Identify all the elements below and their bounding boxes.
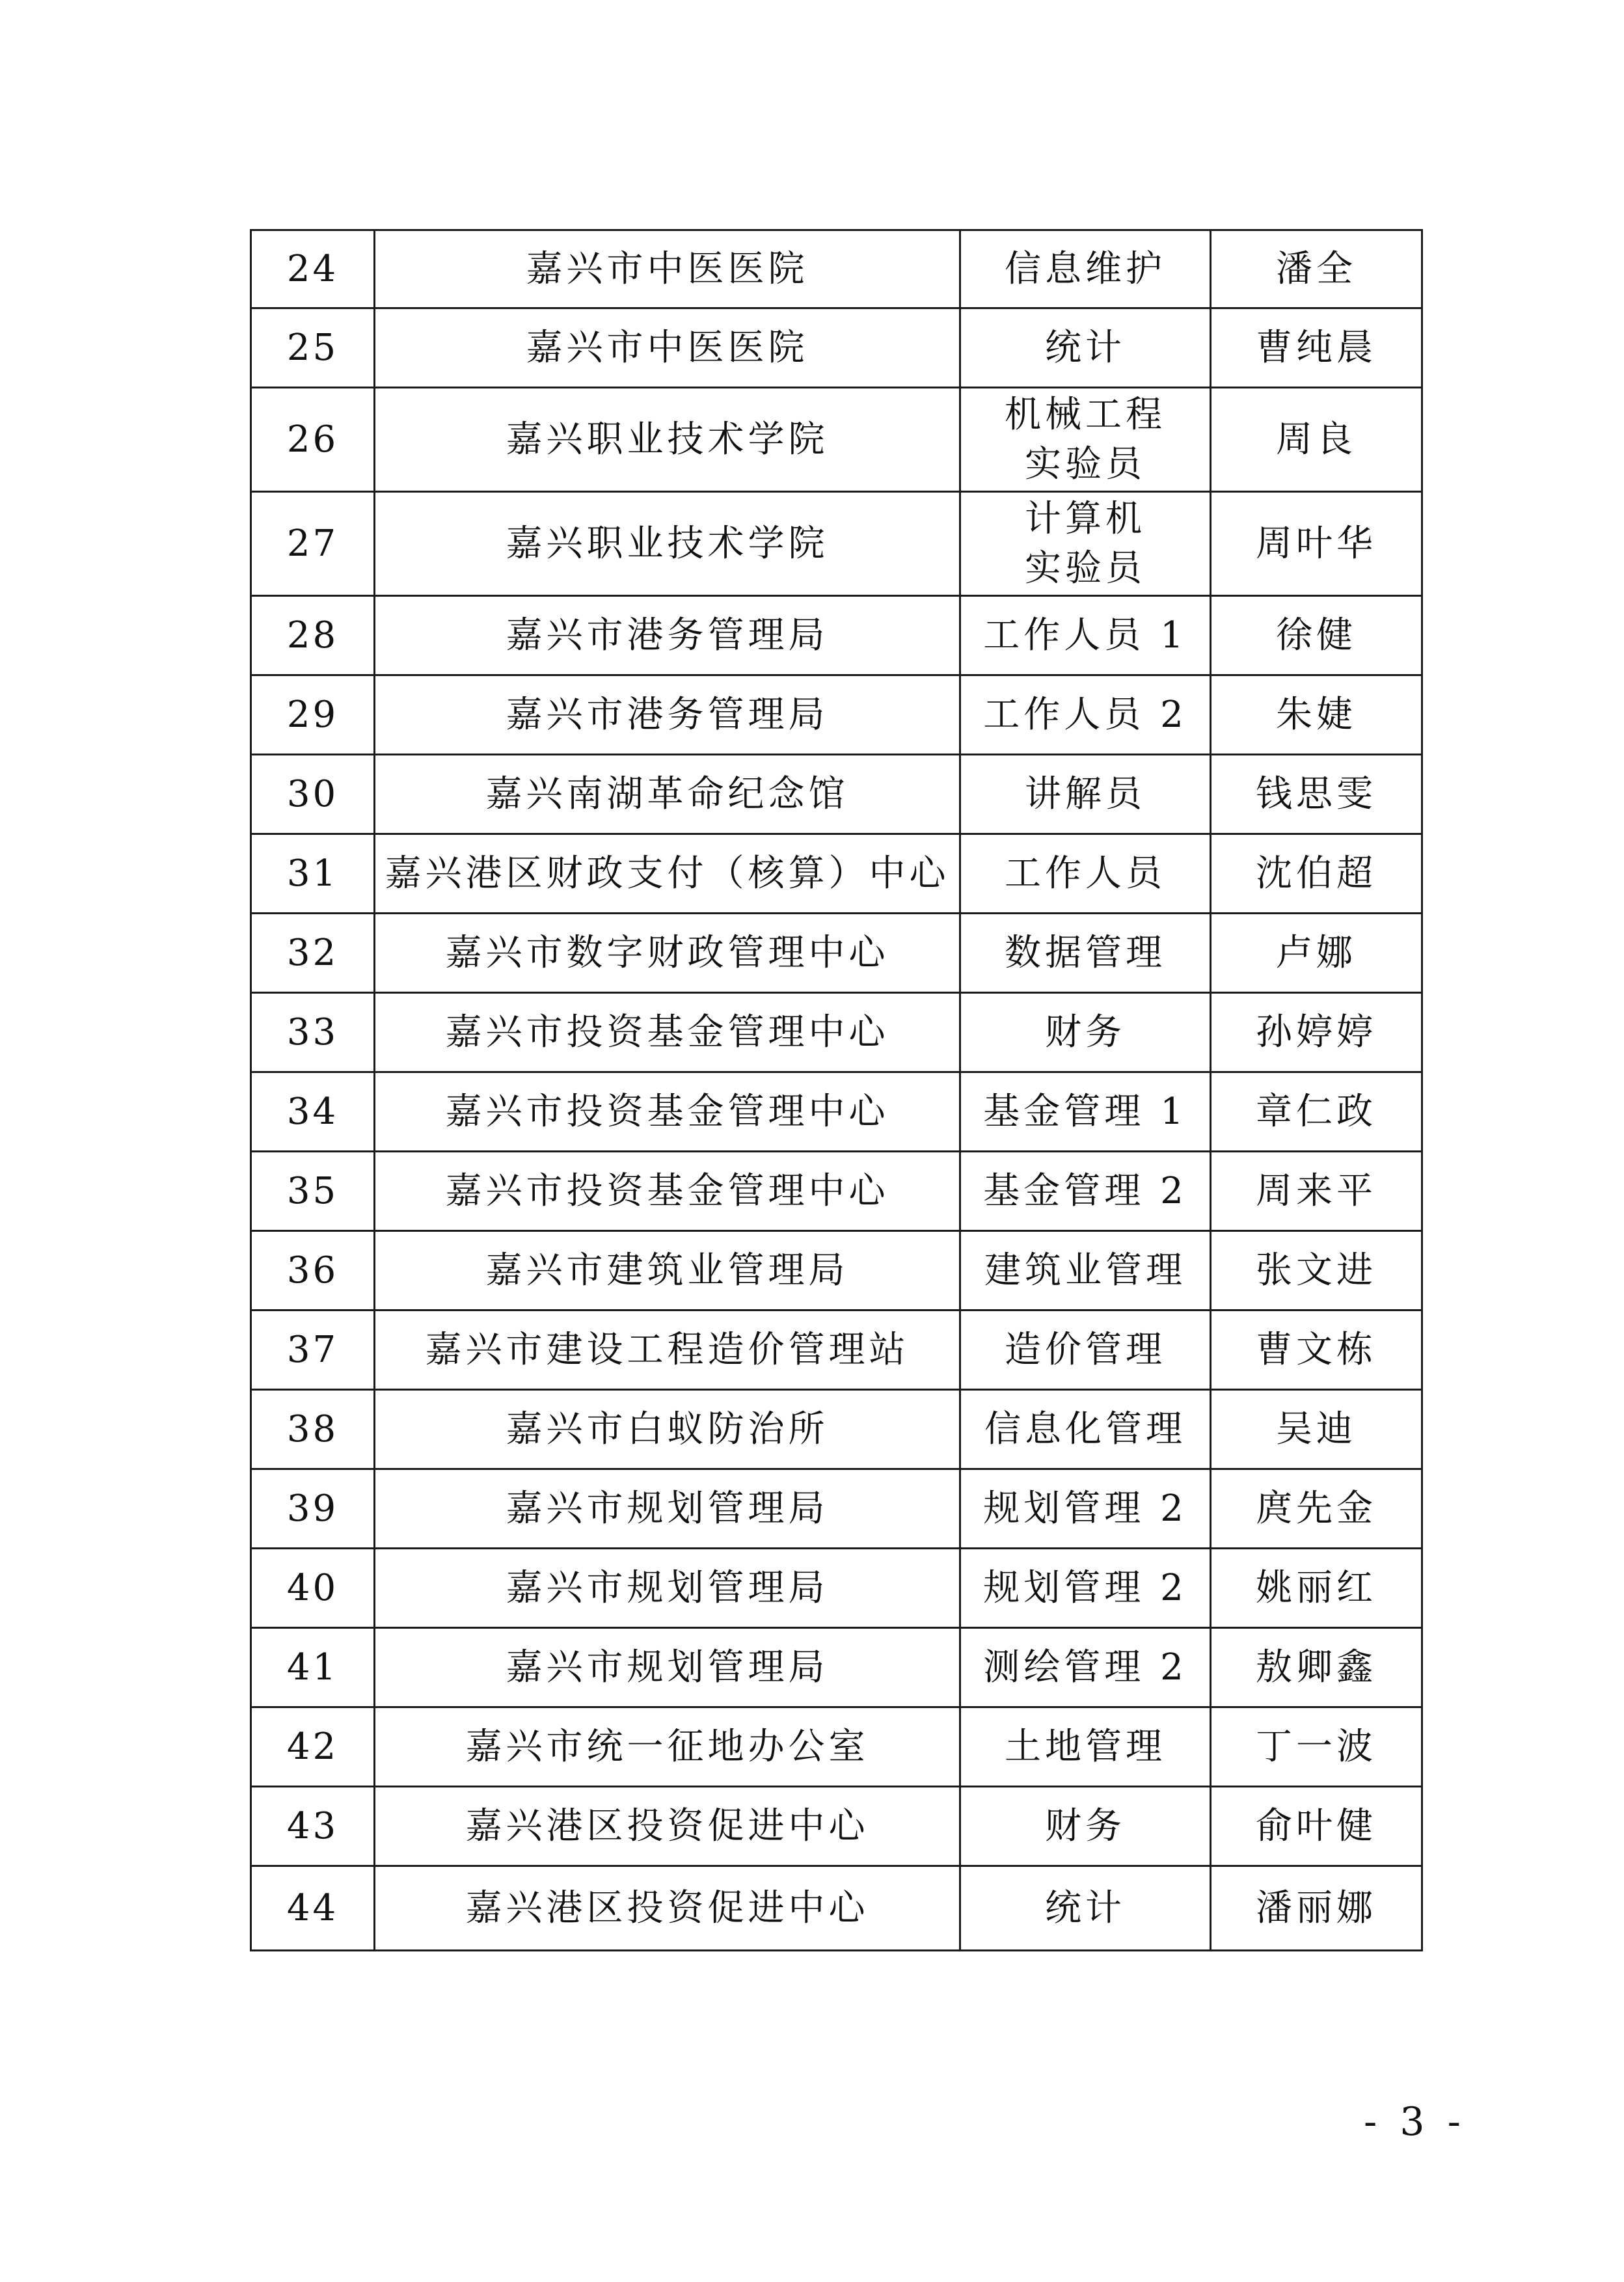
unit-cell: 嘉兴港区投资促进中心	[375, 1787, 960, 1866]
row-number-cell: 33	[251, 993, 375, 1072]
position-cell: 基金管理 1	[960, 1072, 1211, 1152]
position-cell: 统计	[960, 1866, 1211, 1951]
table-row	[251, 834, 1422, 914]
personnel-table	[250, 229, 1423, 1951]
table-row	[251, 1152, 1422, 1231]
name-cell: 周叶华	[1211, 492, 1422, 596]
row-number-cell: 34	[251, 1072, 375, 1152]
unit-cell: 嘉兴市中医医院	[375, 230, 960, 308]
table-row	[251, 1707, 1422, 1787]
unit-cell: 嘉兴市规划管理局	[375, 1549, 960, 1628]
unit-cell: 嘉兴市建筑业管理局	[375, 1231, 960, 1311]
name-cell: 周来平	[1211, 1152, 1422, 1231]
unit-cell: 嘉兴市港务管理局	[375, 596, 960, 675]
table-row	[251, 1549, 1422, 1628]
unit-cell: 嘉兴职业技术学院	[375, 388, 960, 492]
position-cell: 机械工程 实验员	[960, 388, 1211, 492]
row-number-cell: 25	[251, 308, 375, 388]
name-cell: 庹先金	[1211, 1469, 1422, 1549]
table-row	[251, 1072, 1422, 1152]
name-cell: 俞叶健	[1211, 1787, 1422, 1866]
table-row	[251, 1628, 1422, 1707]
row-number-cell: 29	[251, 675, 375, 755]
row-number-cell: 28	[251, 596, 375, 675]
name-cell: 张文进	[1211, 1231, 1422, 1311]
position-cell: 统计	[960, 308, 1211, 388]
position-cell: 信息化管理	[960, 1390, 1211, 1469]
unit-cell: 嘉兴南湖革命纪念馆	[375, 755, 960, 834]
position-cell: 基金管理 2	[960, 1152, 1211, 1231]
name-cell: 朱婕	[1211, 675, 1422, 755]
row-number-cell: 41	[251, 1628, 375, 1707]
row-number-cell: 24	[251, 230, 375, 308]
table-body	[251, 230, 1422, 1951]
row-number-cell: 30	[251, 755, 375, 834]
table-row	[251, 1866, 1422, 1951]
position-cell: 工作人员 1	[960, 596, 1211, 675]
name-cell: 曹纯晨	[1211, 308, 1422, 388]
position-cell: 计算机 实验员	[960, 492, 1211, 596]
row-number-cell: 37	[251, 1311, 375, 1390]
position-cell: 财务	[960, 993, 1211, 1072]
name-cell: 丁一波	[1211, 1707, 1422, 1787]
table-row	[251, 914, 1422, 993]
position-cell: 工作人员	[960, 834, 1211, 914]
name-cell: 孙婷婷	[1211, 993, 1422, 1072]
table-row	[251, 1231, 1422, 1311]
table-row	[251, 230, 1422, 308]
table-row	[251, 596, 1422, 675]
position-cell: 建筑业管理	[960, 1231, 1211, 1311]
row-number-cell: 40	[251, 1549, 375, 1628]
name-cell: 沈伯超	[1211, 834, 1422, 914]
page-number: - 3 -	[1364, 2099, 1466, 2145]
name-cell: 吴迪	[1211, 1390, 1422, 1469]
row-number-cell: 31	[251, 834, 375, 914]
table-row	[251, 675, 1422, 755]
row-number-cell: 39	[251, 1469, 375, 1549]
name-cell: 周良	[1211, 388, 1422, 492]
unit-cell: 嘉兴港区财政支付（核算）中心	[375, 834, 960, 914]
unit-cell: 嘉兴市投资基金管理中心	[375, 1152, 960, 1231]
table-row	[251, 1787, 1422, 1866]
row-number-cell: 44	[251, 1866, 375, 1951]
table-row	[251, 1469, 1422, 1549]
position-cell: 造价管理	[960, 1311, 1211, 1390]
unit-cell: 嘉兴市建设工程造价管理站	[375, 1311, 960, 1390]
unit-cell: 嘉兴职业技术学院	[375, 492, 960, 596]
position-cell: 财务	[960, 1787, 1211, 1866]
table-row	[251, 1390, 1422, 1469]
table-row	[251, 755, 1422, 834]
unit-cell: 嘉兴市数字财政管理中心	[375, 914, 960, 993]
unit-cell: 嘉兴市规划管理局	[375, 1628, 960, 1707]
position-cell: 工作人员 2	[960, 675, 1211, 755]
position-cell: 土地管理	[960, 1707, 1211, 1787]
name-cell: 潘丽娜	[1211, 1866, 1422, 1951]
position-cell: 测绘管理 2	[960, 1628, 1211, 1707]
name-cell: 章仁政	[1211, 1072, 1422, 1152]
name-cell: 潘全	[1211, 230, 1422, 308]
row-number-cell: 36	[251, 1231, 375, 1311]
name-cell: 卢娜	[1211, 914, 1422, 993]
unit-cell: 嘉兴市投资基金管理中心	[375, 1072, 960, 1152]
name-cell: 姚丽红	[1211, 1549, 1422, 1628]
position-cell: 讲解员	[960, 755, 1211, 834]
name-cell: 徐健	[1211, 596, 1422, 675]
unit-cell: 嘉兴市投资基金管理中心	[375, 993, 960, 1072]
row-number-cell: 38	[251, 1390, 375, 1469]
position-cell: 规划管理 2	[960, 1469, 1211, 1549]
unit-cell: 嘉兴市白蚁防治所	[375, 1390, 960, 1469]
position-cell: 数据管理	[960, 914, 1211, 993]
unit-cell: 嘉兴市中医医院	[375, 308, 960, 388]
row-number-cell: 35	[251, 1152, 375, 1231]
row-number-cell: 32	[251, 914, 375, 993]
table-row	[251, 993, 1422, 1072]
position-cell: 信息维护	[960, 230, 1211, 308]
unit-cell: 嘉兴市港务管理局	[375, 675, 960, 755]
unit-cell: 嘉兴市规划管理局	[375, 1469, 960, 1549]
row-number-cell: 42	[251, 1707, 375, 1787]
row-number-cell: 43	[251, 1787, 375, 1866]
unit-cell: 嘉兴港区投资促进中心	[375, 1866, 960, 1951]
name-cell: 敖卿鑫	[1211, 1628, 1422, 1707]
name-cell: 曹文栋	[1211, 1311, 1422, 1390]
table-row	[251, 308, 1422, 388]
name-cell: 钱思雯	[1211, 755, 1422, 834]
table-row	[251, 1311, 1422, 1390]
position-cell: 规划管理 2	[960, 1549, 1211, 1628]
row-number-cell: 27	[251, 492, 375, 596]
unit-cell: 嘉兴市统一征地办公室	[375, 1707, 960, 1787]
table-row	[251, 388, 1422, 492]
row-number-cell: 26	[251, 388, 375, 492]
table-row	[251, 492, 1422, 596]
